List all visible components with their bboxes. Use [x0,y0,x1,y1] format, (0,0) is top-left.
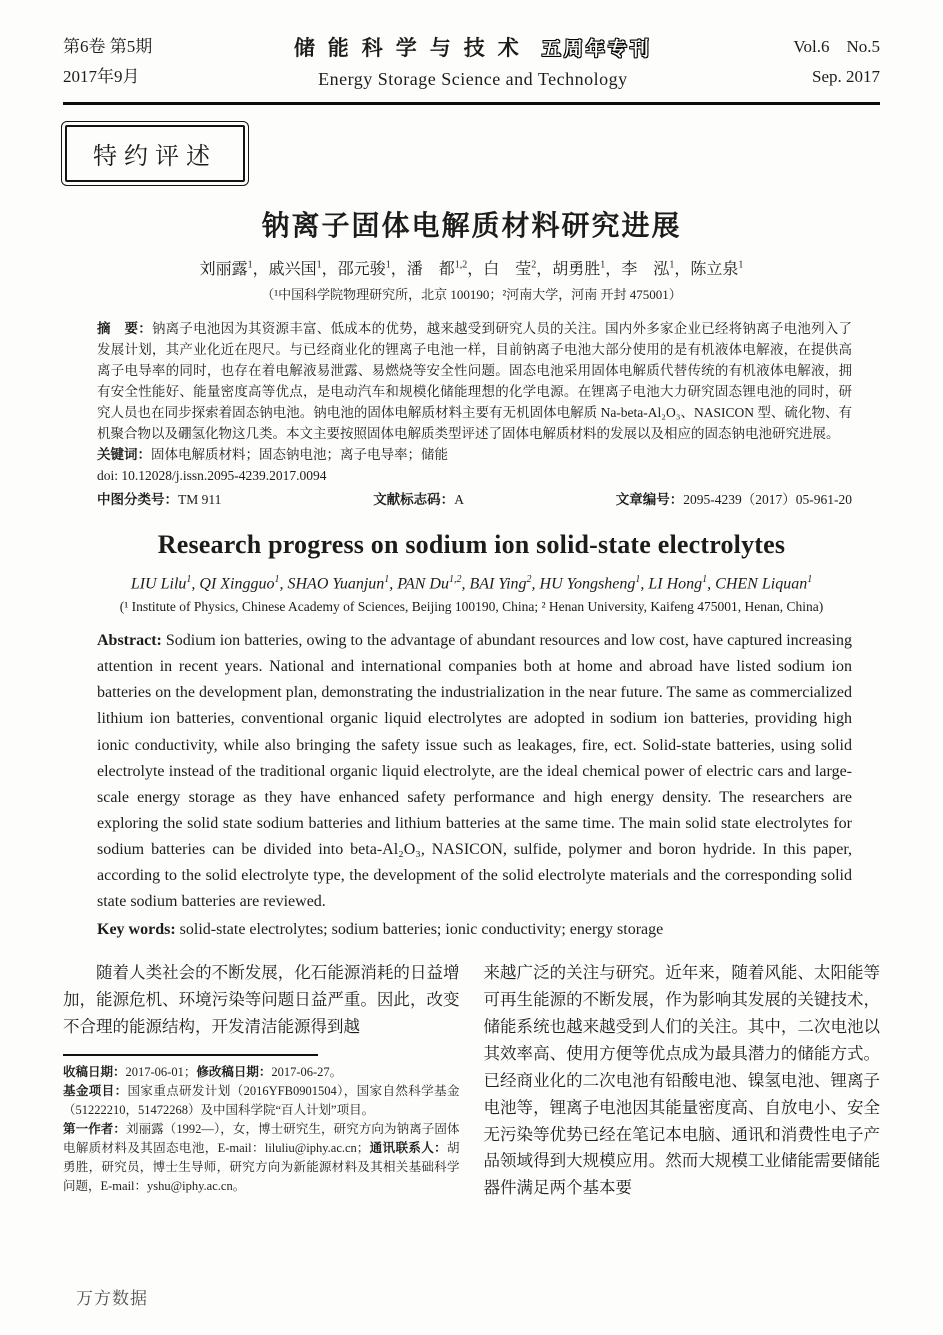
date-en: Sep. 2017 [812,66,880,86]
meta-row [97,489,852,510]
abstract-label-en: Abstract: [97,632,166,650]
keywords-cn [97,444,852,465]
chinese-meta-block [97,318,852,510]
abstract-text-en: Sodium ion batteries, owing to the advantage of abundant resources and low cost, have captured increasing attention in recent years. National and international companies both at home and abroad have listed sodium ion batteries on the development plan, demonstrating the industrialization in the near future. The same as commercialized lithium ion batteries, conventional organic liquid electrolytes are adopted in sodium ion batteries, providing high ionic conductivity, while also bringing the safety issue such as leakages, fire, ect. Solid-state batteries, using solid electrolyte instead of the traditional organic liquid electrolyte, are the ideal chemical power of electric cars and large-scale energy storage as they have enhanced safety performance and high energy density. The researchers are exploring the solid state sodium batteries and lithium batteries at the same time. The main solid state electrolytes for sodium batteries can be divided into beta-Al₂O₃, NASICON, sulfide, polymer and boron hydride. In this paper, according to the solid electrolyte type, the development of the solid electrolyte materials and the corresponding solid state sodium batteries are reviewed. [97,632,852,911]
keywords-text-en: solid-state electrolytes; sodium batteries; ionic conductivity; energy storage [179,921,664,939]
journal-title-row [162,32,783,62]
affiliation-en: (¹ Institute of Physics, Chinese Academy of Sciences, Beijing 100190, China; ² Henan University, Kaifeng 475001, Henan, China) [119,599,824,615]
volume-issue-cn: 第6卷 第5期 [63,37,153,56]
authors-en: LIU Lilu$^1$, QI Xingguo$^1$, SHAO Yuanjun$^1$, PAN Du$^{1,2}$, BAI Ying$^2$, HU Yongsheng$^1$, LI Hong$^1$, CHEN Liquan$^1$ [130,573,813,593]
header-right [793,32,880,92]
abstract-en [97,628,852,915]
header-center [152,32,793,90]
body-paragraph-right: 来越广泛的关注与研究。近年来，随着风能、太阳能等可再生能源的不断发展，作为影响其发展的关键技术，储能系统也越来越受到人们的关注。其中，二次电池以其效率高、使用方便等优点成为最具潜力的储能方式。已经商业化的二次电池有铅酸电池、镍氢电池、锂离子电池等，锂离子电池因其能量密度高、自放电小、安全无污染等优势已经在笔记本电脑、通讯和消费性电子产品领域得到大规模应用。然而大规模工业储能需要储能器件满足两个基本要 [483,963,880,1198]
keywords-en [97,917,852,943]
column-label-badge: 特约评述 [65,125,245,182]
document-code: 文献标志码：A [373,491,464,507]
volume-issue-en: Vol.6 No.5 [793,37,880,56]
header-rule [63,102,880,105]
footnote-rule [63,1054,318,1056]
keywords-label-en: Key words: [97,921,180,939]
right-column [484,960,881,1202]
abstract-text-cn: 钠离子电池因为其资源丰富、低成本的优势，越来越受到研究人员的关注。国内外多家企业已经将钠离子电池列入了发展计划，其产业化近在咫尺。与已经商业化的锂离子电池一样，目前钠离子电池大部分使用的是有机液体电解液，在提供高离子电导率的同时，也存在着电解液易泄露、易燃烧等安全性问题。固态电池采用固体电解质代替传统的有机液体电解液，拥有安全性能好、能量密度高等优点，是电动汽车和规模化储能理想的化学电源。在锂离子电池大力研究固态锂电池的同时，研究人员也在同步探索着固态钠电池。钠电池的固体电解质材料主要有无机固体电解质 Na-beta-Al₂O₃、NASICON 型、硫化物、有机聚合物以及硼氢化物这几类。本文主要按照固体电解质类型评述了固体电解质材料的发展以及相应的固态钠电池研究进展。 [97,320,853,441]
body-paragraph-left: 随着人类社会的不断发展，化石能源消耗的日益增加，能源危机、环境污染等问题日益严重。因此，改变不合理的能源结构，开发清洁能源得到越 [63,963,460,1036]
article-title-cn: 钠离子固体电解质材料研究进展 [261,209,682,241]
anniversary-badge: 五周年专刊 [541,39,652,60]
journal-name-en: Energy Storage Science and Technology [318,69,628,89]
header-left [63,32,152,92]
body-columns [63,960,880,1202]
date-cn: 2017年9月 [63,66,140,86]
footnote: 收稿日期：2017-06-01；修改稿日期：2017-06-27。 基金项目：国家重点研发计划（2016YFB0901504），国家自然科学基金（51222210，51472268）及中国科学院“百人计划”项目。 第一作者：刘丽露（1992—），女，博士研究生，研究方向为钠离子固体电解质材料及其固态电池，E-mail：liluliu@iphy.ac.cn；通讯联系人：胡勇胜，研究员，博士生导师，研究方向为新能源材料及其相关基础科学问题，E-mail：yshu@iphy.ac.cn。 [63,1064,460,1193]
journal-header [63,26,880,100]
doi-line: doi: 10.12028/j.issn.2095-4239.2017.0094 [97,467,327,483]
authors-cn: 刘丽露$^1$，戚兴国$^1$，邵元骏$^1$，潘 都$^{1,2}$，白 莹$^2$，胡勇胜$^1$，李 泓$^1$，陈立泉$^1$ [199,259,744,278]
keywords-label-cn: 关键词： [97,446,151,462]
article-number: 文章编号：2095-4239（2017）05-961-20 [615,491,852,507]
keywords-text-cn: 固体电解质材料；固态钠电池；离子电导率；储能 [151,446,448,462]
journal-name-cn: 储能科学与技术 [293,37,532,60]
clc-number: 中图分类号：TM 911 [97,491,222,507]
left-column [63,960,460,1202]
abstract-label-cn: 摘 要： [97,320,152,336]
column-badge-row [63,121,880,188]
abstract-cn [97,318,852,444]
wanfang-watermark: 万方数据 [76,1289,148,1308]
affiliation-cn: （¹中国科学院物理研究所，北京 100190；²河南大学，河南 开封 475001） [261,286,682,302]
article-title-en: Research progress on sodium ion solid-state electrolytes [157,529,786,559]
